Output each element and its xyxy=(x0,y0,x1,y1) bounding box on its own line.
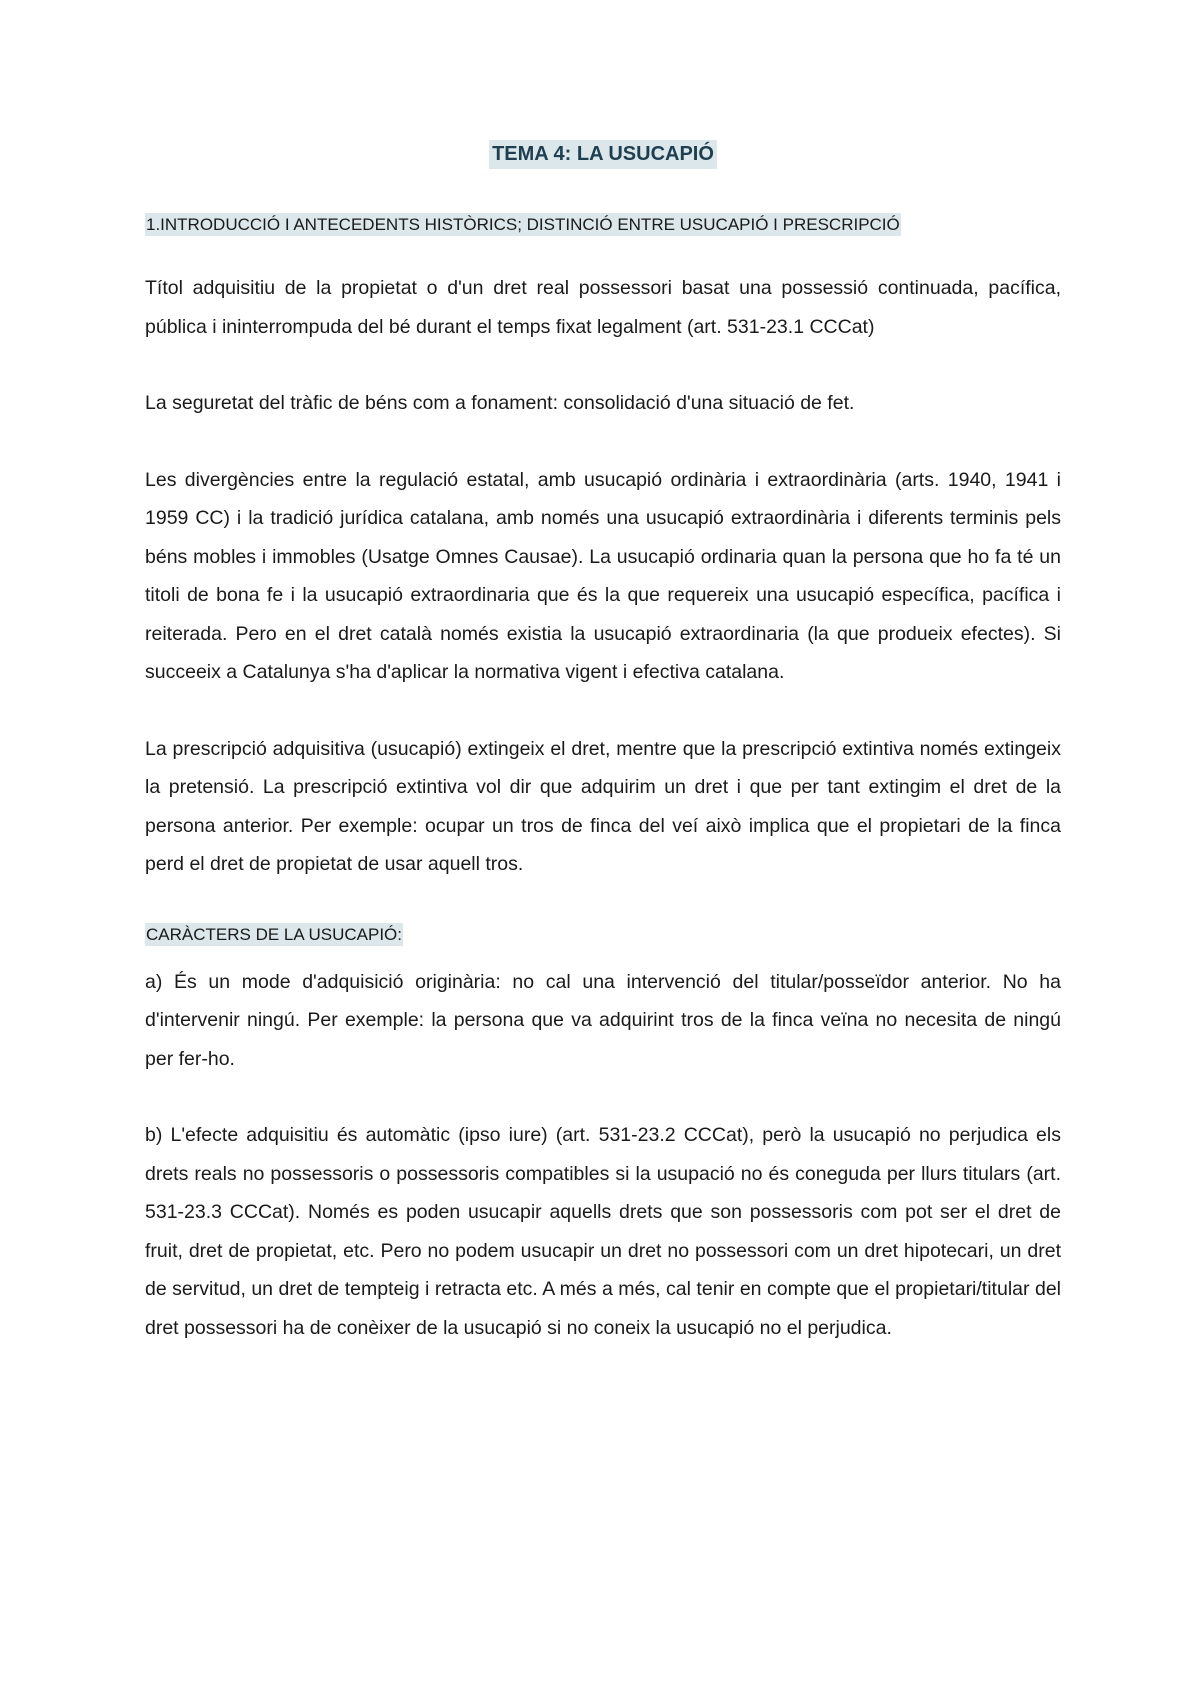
spacer xyxy=(145,346,1061,384)
paragraph-definition: Títol adquisitiu de la propietat o d'un dret real possessori basat una possessió continuada, pacífica, pública i ininterrompuda del bé durant el temps fixat legalment (art. 531-23.1 CCCat) xyxy=(145,277,1061,338)
section-heading xyxy=(145,212,1061,239)
spacer xyxy=(145,884,1061,922)
document-title: TEMA 4: LA USUCAPIÓ xyxy=(489,140,717,169)
subheading xyxy=(145,922,1061,949)
section-heading-text: 1.INTRODUCCIÓ I ANTECEDENTS HISTÒRICS; DISTINCIÓ ENTRE USUCAPIÓ I PRESCRIPCIÓ xyxy=(146,215,900,234)
character-item-b: b) L'efecte adquisitiu és automàtic (ipso iure) (art. 531-23.2 CCCat), però la usucapió no perjudica els drets reals no possessoris o possessoris compatibles si la usupació no és coneguda per llurs titulars (art. 531-23.3 CCCat). Només es poden usucapir aquells drets que son possessoris com pot ser el dret de fruit, dret de propietat, etc. Pero no podem usucapir un dret no possessori com un dret hipotecari, un dret de servitud, un dret de tempteig i retracta etc. A més a més, cal tenir en compte que el propietari/titular del dret possessori ha de conèixer de la usucapió si no coneix la usucapió no el perjudica. xyxy=(145,1124,1061,1339)
document-body xyxy=(145,140,1061,1347)
character-item-a: a) És un mode d'adquisició originària: no cal una intervenció del titular/posseïdor anterior. No ha d'intervenir ningú. Per exemple: la persona que va adquirint tros de la finca veïna no necesita de ningú per fer-ho. xyxy=(145,970,1061,1070)
subheading-text: CARÀCTERS DE LA USUCAPIÓ: xyxy=(146,924,403,944)
title-wrapper xyxy=(145,140,1061,172)
paragraph-foundation: La seguretat del tràfic de béns com a fonament: consolidació d'una situació de fet. xyxy=(145,392,855,414)
spacer xyxy=(145,692,1061,730)
spacer xyxy=(145,423,1061,461)
paragraph-prescription: La prescripció adquisitiva (usucapió) extingeix el dret, mentre que la prescripció extintiva només extingeix la pretensió. La prescripció extintiva vol dir que adquirim un dret i que per tant extingim el dret de la persona anterior. Per exemple: ocupar un tros de finca del veí això implica que el propietari de la finca perd el dret de propietat de usar aquell tros. xyxy=(145,737,1061,875)
paragraph-divergences: Les divergències entre la regulació estatal, amb usucapió ordinària i extraordinària (arts. 1940, 1941 i 1959 CC) i la tradició jurídica catalana, amb només una usucapió extraordinària i diferents terminis pels béns mobles i immobles (Usatge Omnes Causae). La usucapió ordinaria quan la persona que ho fa té un titoli de bona fe i la usucapió extraordinaria que és la que requereix una usucapió específica, pacífica i reiterada. Pero en el dret català només existia la usucapió extraordinaria (la que produeix efectes). Si succeeix a Catalunya s'ha d'aplicar la normativa vigent i efectiva catalana. xyxy=(145,468,1061,683)
spacer xyxy=(145,1078,1061,1116)
